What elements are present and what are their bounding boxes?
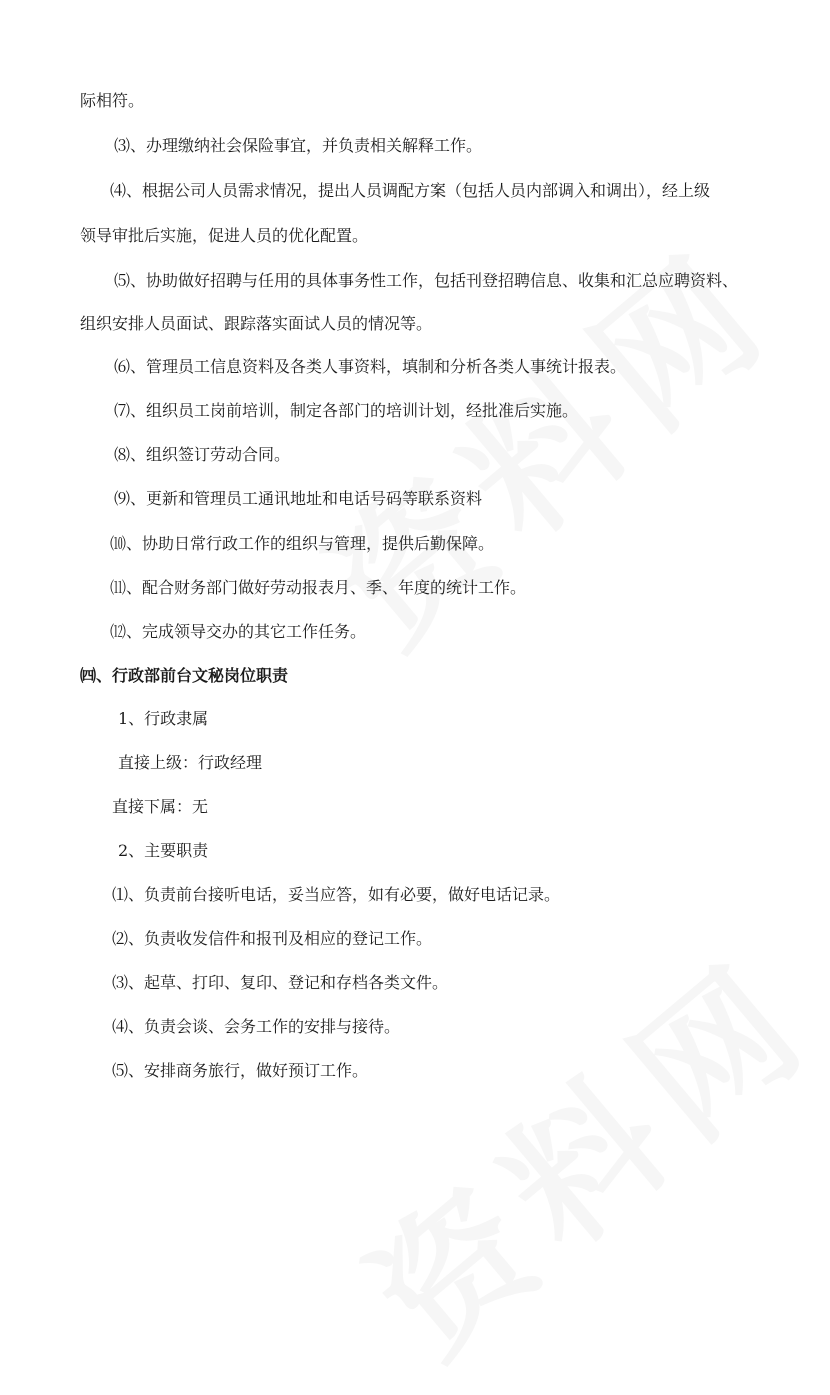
paragraph-line: 际相符。 — [80, 91, 145, 110]
list-item: ⑾、配合财务部门做好劳动报表月、季、年度的统计工作。 — [110, 578, 527, 597]
list-item: ⑸、协助做好招聘与任用的具体事务性工作，包括刊登招聘信息、收集和汇总应聘资料、 — [114, 271, 739, 290]
paragraph-line: 领导审批后实施，促进人员的优化配置。 — [80, 226, 369, 245]
list-item: ⑼、更新和管理员工通讯地址和电话号码等联系资料 — [114, 489, 483, 508]
subsection-title: 1、行政隶属 — [118, 709, 209, 728]
subsection-title: 2、主要职责 — [118, 841, 209, 860]
list-item: ⑿、完成领导交办的其它工作任务。 — [110, 622, 367, 641]
section-heading: ㈣、行政部前台文秘岗位职责 — [80, 666, 289, 685]
paragraph-line: 直接上级：行政经理 — [118, 753, 263, 772]
list-item: ⑺、组织员工岗前培训，制定各部门的培训计划，经批准后实施。 — [114, 401, 579, 420]
watermark — [280, 191, 810, 684]
list-item: ⑴、负责前台接听电话，妥当应答，如有必要，做好电话记录。 — [112, 885, 561, 904]
list-item: ⑷、负责会谈、会务工作的安排与接待。 — [112, 1017, 401, 1036]
list-item: ⑽、协助日常行政工作的组织与管理，提供后勤保障。 — [110, 534, 495, 553]
list-item: ⑶、起草、打印、复印、登记和存档各类文件。 — [112, 973, 449, 992]
list-item: ⑹、管理员工信息资料及各类人事资料，填制和分析各类人事统计报表。 — [114, 357, 627, 376]
list-item: ⑷、根据公司人员需求情况，提出人员调配方案（包括人员内部调入和调出），经上级 — [110, 181, 711, 200]
list-item: ⑶、办理缴纳社会保险事宜，并负责相关解释工作。 — [114, 136, 483, 155]
paragraph-line: 直接下属：无 — [112, 797, 209, 816]
list-item: ⑻、组织签订劳动合同。 — [114, 445, 291, 464]
list-item: ⑸、安排商务旅行，做好预订工作。 — [112, 1061, 369, 1080]
paragraph-line: 组织安排人员面试、跟踪落实面试人员的情况等。 — [80, 314, 433, 333]
list-item: ⑵、负责收发信件和报刊及相应的登记工作。 — [112, 929, 433, 948]
